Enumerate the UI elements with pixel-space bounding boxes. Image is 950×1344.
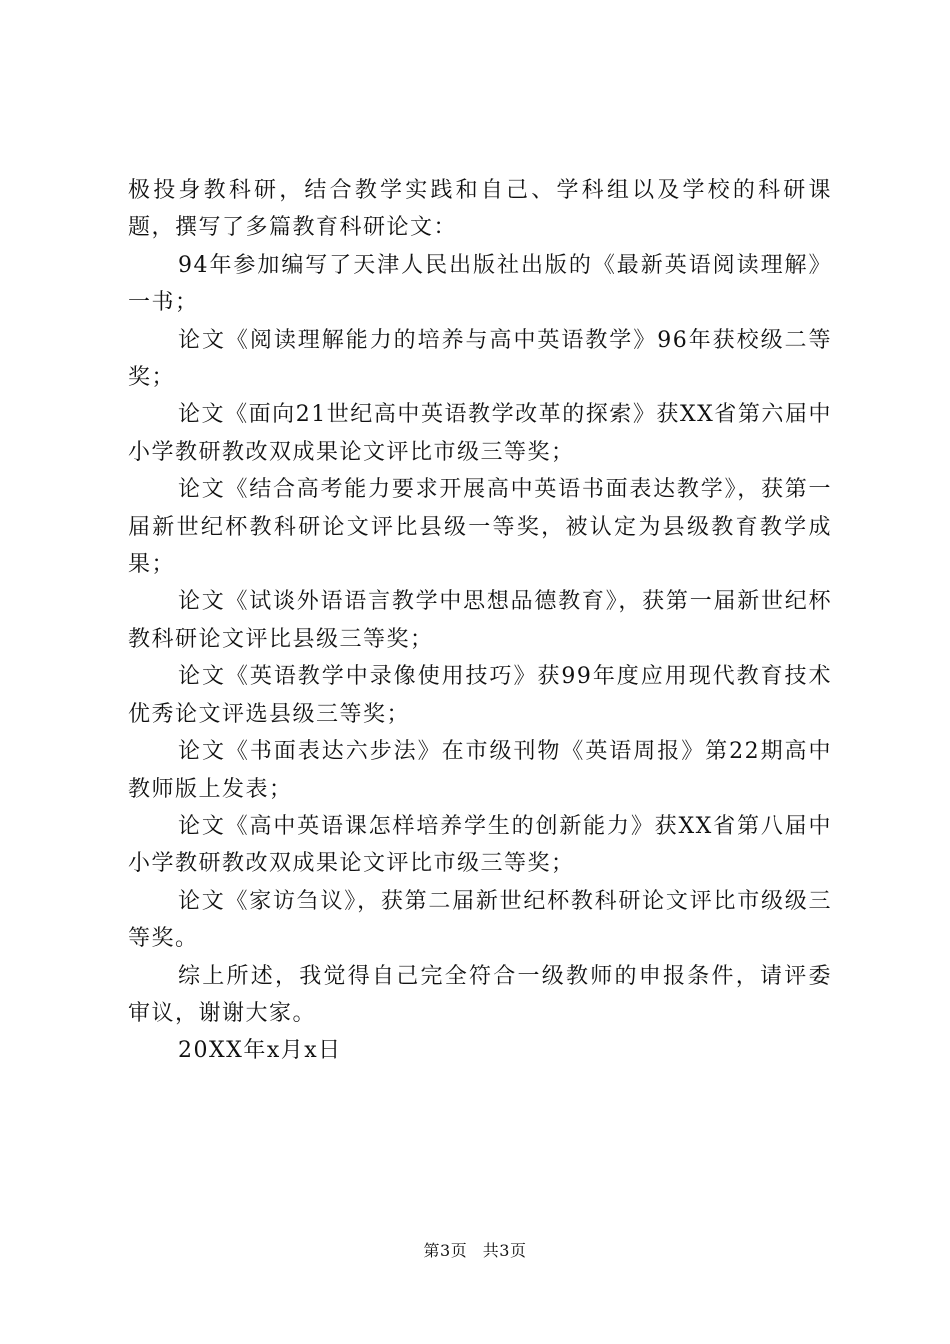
paragraph-item: 论文《阅读理解能力的培养与高中英语教学》96年获校级二等奖；: [128, 327, 832, 391]
paragraph-item: 论文《高中英语课怎样培养学生的创新能力》获XX省第八届中小学教研教改双成果论文评比市级三等奖；: [128, 813, 832, 877]
paragraph-continuation: 极投身教科研，结合教学实践和自己、学科组以及学校的科研课题，撰写了多篇教育科研论文：: [128, 178, 832, 241]
page-footer: [0, 1240, 950, 1262]
paragraph-conclusion: 综上所述，我觉得自己完全符合一级教师的申报条件，请评委审议，谢谢大家。: [128, 963, 832, 1026]
date-line: 20XX年x月x日: [178, 1038, 342, 1064]
paragraph-item: 论文《家访刍议》，获第二届新世纪杯教科研论文评比市级级三等奖。: [128, 888, 832, 952]
page-total: 共3页: [482, 1241, 527, 1260]
paragraph-item: 论文《面向21世纪高中英语教学改革的探索》获XX省第六届中小学教研教改双成果论文评比市级三等奖；: [128, 402, 832, 465]
paragraph-item: 论文《结合高考能力要求开展高中英语书面表达教学》，获第一届新世纪杯教科研论文评比县级一等奖，被认定为县级教育教学成果；: [128, 477, 832, 578]
paragraph-item: 论文《英语教学中录像使用技巧》获99年度应用现代教育技术优秀论文评选县级三等奖；: [128, 664, 832, 727]
paragraph-item: 94年参加编写了天津人民出版社出版的《最新英语阅读理解》一书；: [128, 252, 832, 316]
page-number: 第3页: [423, 1241, 468, 1260]
paragraph-item: 论文《书面表达六步法》在市级刊物《英语周报》第22期高中教师版上发表；: [128, 739, 832, 802]
document-body: [128, 172, 832, 1070]
paragraph-item: 论文《试谈外语语言教学中思想品德教育》，获第一届新世纪杯教科研论文评比县级三等奖；: [128, 589, 832, 652]
